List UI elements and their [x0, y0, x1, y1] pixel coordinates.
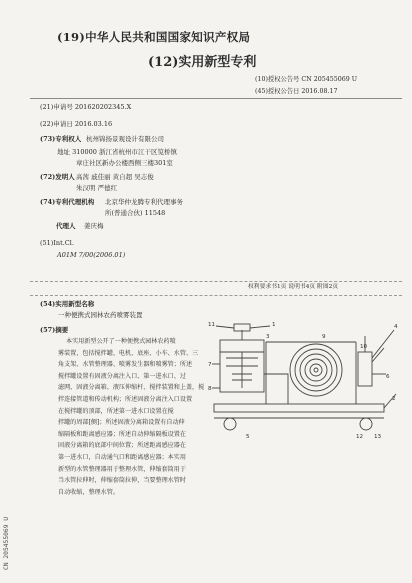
abstract-line: 拌罐的周部[侧]；所述固液分离箱设置有自动伸 — [58, 419, 185, 427]
figure-reference-numeral: 4 — [394, 324, 398, 330]
agency-line-2: 所(普通合伙) 11548 — [105, 209, 166, 217]
cart-base — [214, 404, 384, 412]
figure-reference-numeral: 2 — [392, 396, 396, 402]
agency-line-1: 北京华仲龙腾专利代理事务 — [105, 198, 183, 206]
abstract-line: 雾装置，包括搅拌罐、电机、底座、小车、水管、三 — [58, 349, 199, 357]
publication-number: (10)授权公告号 CN 205455069 U — [255, 76, 358, 83]
wheel-left — [224, 418, 236, 430]
utility-model-title: 一种便携式园林农药喷雾装置 — [58, 311, 143, 319]
application-number: (21)申请号 201620202345.X — [40, 103, 132, 111]
stats-rule-bottom — [30, 295, 402, 296]
side-publication-code — [1, 460, 13, 570]
inventors-line-1: 高茜 戚佳丽 黄自超 吴志俊 — [76, 173, 154, 181]
figure-reference-numeral: 7 — [208, 362, 212, 368]
int-cl-label: (51)Int.Cl. — [40, 239, 74, 247]
figure-reference-numeral: 6 — [386, 374, 390, 380]
abstract-line: 自动收缩，整理水管。 — [58, 488, 119, 496]
agent-name: 姜庆梅 — [84, 222, 104, 230]
abstract-line: 新型的水管整理器用于整理水管，伸缩套筒用于 — [58, 465, 186, 473]
abstract-label: (57)摘要 — [40, 326, 69, 334]
document-type-heading: (12)实用新型专利 — [148, 55, 257, 70]
abstract-line: 本实用新型公开了一种便携式园林农药喷 — [66, 338, 176, 345]
abstract-figure — [206, 318, 402, 448]
abstract-line: 第一进水口，自动通气口和距离感应器；本实用 — [58, 454, 186, 461]
ipc-code: A01M 7/00(2006.01) — [57, 251, 126, 259]
inventors-label: (72)发明人 — [40, 173, 75, 181]
title-label: (54)实用新型名称 — [40, 300, 95, 308]
abstract-line: 拌连接管道和传动机构；所述固液分离注入口设置 — [58, 396, 193, 403]
abstract-line: 固液分离箱的底部中间位置；所述距离感应器在 — [58, 442, 186, 450]
country-header: (19)中华人民共和国国家知识产权局 — [57, 30, 251, 44]
abstract-line: 在搅拌罐的顶部，所述第一进水口设置在搅 — [58, 407, 174, 415]
patentee-label: (73)专利权人 — [40, 135, 82, 143]
figure-reference-numeral: 11 — [208, 322, 216, 328]
abstract-line: 缩隔板和距离感应器；所述自动伸缩隔板设置在 — [58, 430, 186, 438]
figure-reference-numeral: 9 — [322, 334, 326, 340]
page-count-stats: 权利要求书1页 说明书4页 附图2页 — [248, 284, 339, 290]
motor — [234, 324, 250, 331]
abstract-line: 搅拌罐设置有固液分离注入口、第一进水口、过 — [58, 372, 186, 380]
publication-date: (45)授权公告日 2016.08.17 — [255, 88, 338, 95]
figure-reference-numeral: 12 — [356, 434, 364, 440]
abstract-line: 当水管拉伸时，伸缩套筒拉伸，当要整理水管时 — [58, 477, 186, 485]
patentee-name: 杭州锦扬景观设计有限公司 — [86, 135, 164, 143]
figure-reference-numeral: 1 — [272, 322, 276, 328]
side-code-text: CN 205455069 U — [3, 516, 10, 570]
figure-reference-numeral: 8 — [208, 386, 212, 392]
figure-reference-numeral: 13 — [374, 434, 382, 440]
agency-label: (74)专利代理机构 — [40, 198, 95, 206]
figure-reference-numeral: 10 — [360, 344, 368, 350]
header-rule — [30, 98, 402, 99]
stats-rule — [30, 281, 402, 282]
address-line-2: 章庄社区新办公楼西侧三楼301室 — [76, 159, 173, 167]
abstract-line: 角支架、水管整理器、喷雾发生器和喷雾管；所述 — [58, 361, 193, 369]
wheel-right — [360, 418, 372, 430]
hose-reel — [290, 344, 342, 396]
agent-label: 代理人 — [56, 222, 76, 230]
figure-reference-numeral: 5 — [246, 434, 250, 440]
figure-reference-numeral: 3 — [266, 334, 270, 340]
address-line-1: 地址 310000 浙江省杭州市江干区笕桥镇 — [57, 148, 177, 156]
filing-date: (22)申请日 2016.03.16 — [40, 120, 113, 128]
abstract-line: 滤网、固液分离箱、液压伸缩杆、搅拌装置和上盖，搅 — [58, 384, 205, 392]
inventors-line-2: 朱汉明 严德红 — [76, 184, 118, 192]
